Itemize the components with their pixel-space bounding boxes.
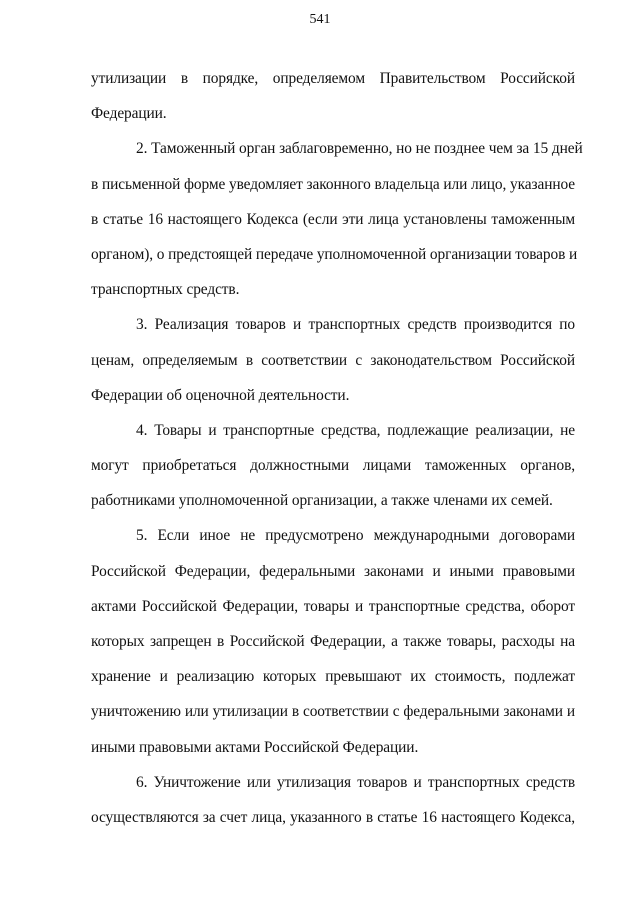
text-line: в статье 16 настоящего Кодекса (если эти лица установлены таможенным xyxy=(91,210,575,228)
text-line: органом), о предстоящей передаче уполномоченной организации товаров и xyxy=(91,245,578,263)
paragraph-continuation xyxy=(91,61,575,131)
text-line: ценам, определяемым в соответствии с законодательством Российской xyxy=(91,351,575,369)
paragraph-4 xyxy=(91,413,575,519)
text-line: хранение и реализацию которых превышают их стоимость, подлежат xyxy=(91,668,575,686)
text-line: Российской Федерации, федеральными законами и иными правовыми xyxy=(91,562,575,580)
text-line: Федерации. xyxy=(91,105,167,123)
paragraph-5 xyxy=(91,518,575,764)
text-line: 2. Таможенный орган заблаговременно, но не позднее чем за 15 дней xyxy=(136,140,583,158)
paragraph-3 xyxy=(91,307,575,413)
text-line: транспортных средств. xyxy=(91,281,240,299)
text-line: уничтожению или утилизации в соответствии с федеральными законами и xyxy=(91,703,575,721)
paragraph-6 xyxy=(91,765,575,835)
page-number: 541 xyxy=(309,12,331,27)
text-line: 3. Реализация товаров и транспортных средств производится по xyxy=(136,316,575,334)
text-line: иными правовыми актами Российской Федерации. xyxy=(91,738,419,756)
text-line: работниками уполномоченной организации, а также членами их семей. xyxy=(91,492,553,510)
paragraph-2 xyxy=(91,131,583,307)
document-body xyxy=(91,61,583,835)
text-line: осуществляются за счет лица, указанного в статье 16 настоящего Кодекса, xyxy=(91,808,575,826)
text-line: 6. Уничтожение или утилизация товаров и транспортных средств xyxy=(136,773,575,791)
text-line: 5. Если иное не предусмотрено международными договорами xyxy=(136,527,575,545)
text-line: Федерации об оценочной деятельности. xyxy=(91,386,350,404)
text-line: утилизации в порядке, определяемом Правительством Российской xyxy=(91,70,575,87)
text-line: 4. Товары и транспортные средства, подлежащие реализации, не xyxy=(136,421,575,439)
text-line: в письменной форме уведомляет законного владельца или лицо, указанное xyxy=(91,175,575,193)
text-line: могут приобретаться должностными лицами таможенных органов, xyxy=(91,457,575,475)
text-line: которых запрещен в Российской Федерации, а также товары, расходы на xyxy=(91,633,575,650)
text-line: актами Российской Федерации, товары и транспортные средства, оборот xyxy=(91,597,575,615)
